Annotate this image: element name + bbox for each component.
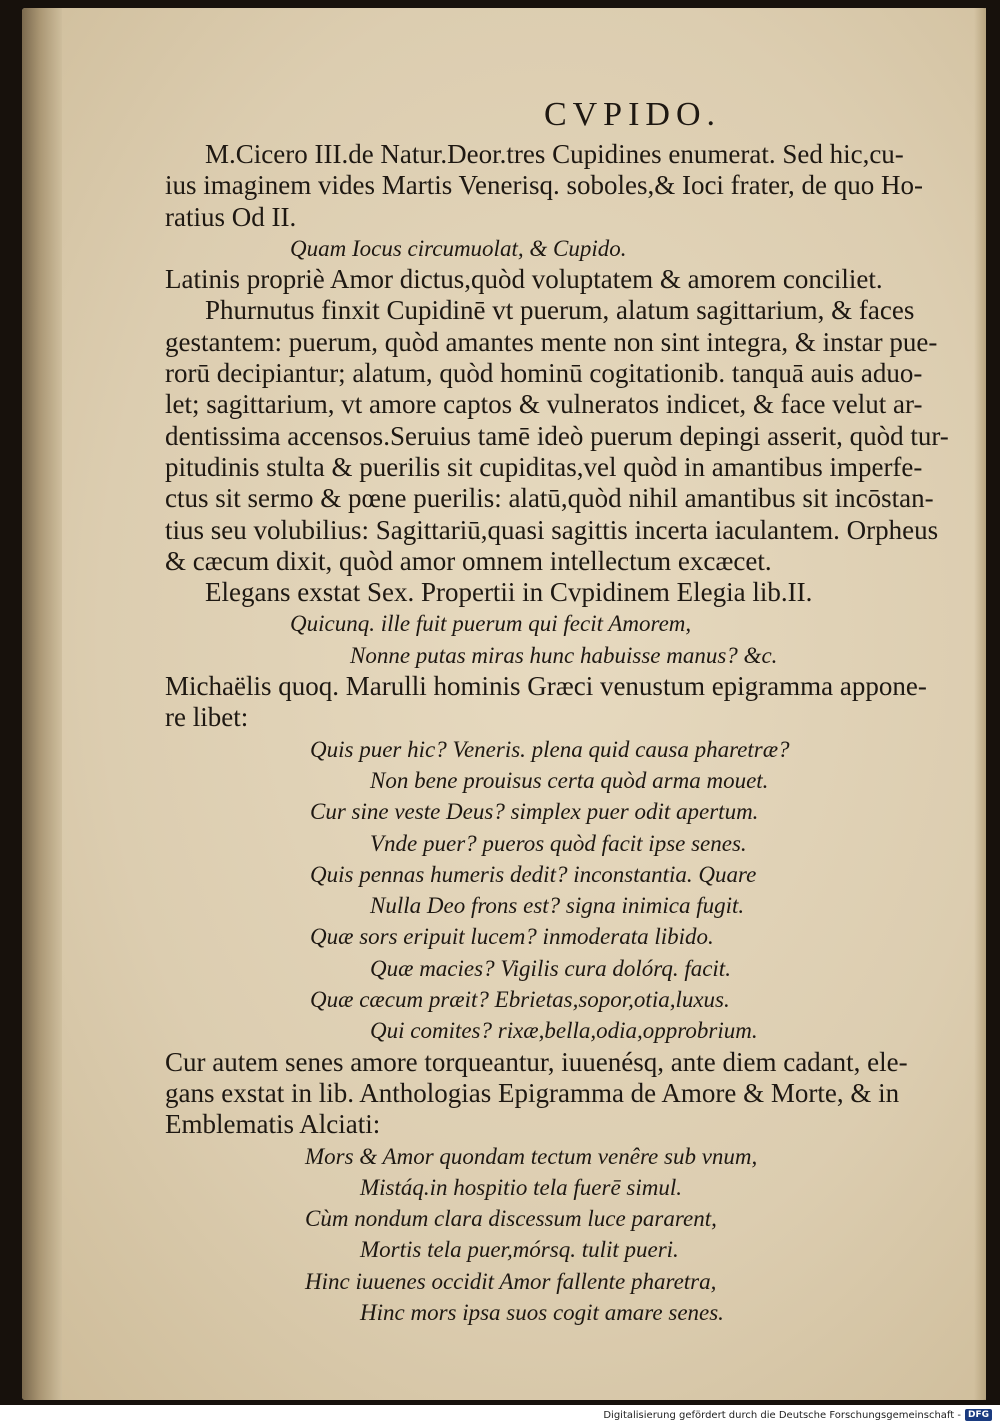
text-line: Elegans exstat Sex. Propertii in Cvpidinem Elegia lib.II. [205, 577, 813, 608]
verse-line: Quis pennas humeris dedit? inconstantia. Quare [310, 861, 757, 887]
text-line: re libet: [165, 702, 249, 733]
text-line: ratius Od II. [165, 201, 297, 232]
verse-line: Quæ sors eripuit lucem? inmoderata libido. [310, 924, 714, 950]
text-line: & cæcum dixit, quòd amor omnem intellectum excæcet. [165, 545, 772, 576]
verse-line: Cur sine veste Deus? simplex puer odit apertum. [310, 799, 759, 825]
text-line: pitudinis stulta & puerilis sit cupiditas,vel quòd in amantibus imperfe- [165, 451, 923, 482]
verse-line: Quæ macies? Vigilis cura dolórq. facit. [370, 955, 731, 981]
text-line: ius imaginem vides Martis Venerisq. soboles,& Ioci frater, de quo Ho- [165, 170, 924, 201]
verse-line: Nulla Deo frons est? signa inimica fugit. [370, 893, 745, 919]
text-line: Michaëlis quoq. Marulli hominis Græci venustum epigramma appone- [165, 671, 927, 702]
verse-line: Cùm nondum clara discessum luce pararent, [305, 1206, 717, 1232]
text-line: ctus sit sermo & pœne puerilis: alatū,quòd nihil amantibus sit incōstan- [165, 483, 934, 514]
text-line: Emblematis Alciati: [165, 1109, 381, 1140]
text-line: Cur autem senes amore torqueantur, iuuenésq, ante diem cadant, ele- [165, 1046, 908, 1077]
text-line: gans exstat in lib. Anthologias Epigramma de Amore & Morte, & in [165, 1077, 900, 1108]
verse-line: Quæ cæcum præit? Ebrietas,sopor,otia,luxus. [310, 987, 730, 1013]
text-line: rorū decipiantur; alatum, quòd hominū cogitationib. tanquā auis aduo- [165, 358, 923, 389]
text-line: tius seu volubilius: Sagittariū,quasi sagittis incerta iaculantem. Orpheus [165, 514, 939, 545]
credit-text: Digitalisierung gefördert durch die Deutsche Forschungsgemeinschaft - [603, 1409, 961, 1421]
verse-line: Qui comites? rixæ,bella,odia,opprobrium. [370, 1018, 758, 1044]
text-line: gestantem: puerum, quòd amantes mente non sint integra, & instar pue- [165, 326, 938, 357]
verse-line: Mors & Amor quondam tectum venêre sub vnum, [305, 1143, 758, 1169]
dfg-logo: DFG [965, 1409, 992, 1421]
verse-line: Vnde puer? pueros quòd facit ipse senes. [370, 830, 747, 856]
text-line: M.Cicero III.de Natur.Deor.tres Cupidines enumerat. Sed hic,cu- [205, 139, 904, 169]
text-line: Phurnutus finxit Cupidinē vt puerum, alatum sagittarium, & faces [205, 295, 915, 326]
verse-line: Mistáq.in hospitio tela fuerē simul. [360, 1174, 682, 1200]
verse-line: Quis puer hic? Veneris. plena quid causa pharetræ? [310, 736, 790, 762]
verse-line: Nonne putas miras hunc habuisse manus? &c. [350, 642, 778, 668]
verse-line: Non bene prouisus certa quòd arma mouet. [370, 767, 769, 793]
verse-line: Hinc iuuenes occidit Amor fallente pharetra, [305, 1268, 717, 1294]
verse-line: Quam Iocus circumuolat, & Cupido. [290, 235, 627, 261]
verse-line: Quicunq. ille fuit puerum qui fecit Amorem, [290, 611, 692, 637]
page-text [165, 93, 980, 1328]
digitization-credit [603, 1409, 992, 1421]
text-line: Latinis propriè Amor dictus,quòd voluptatem & amorem conciliet. [165, 264, 883, 295]
page-title: CVPIDO. [543, 96, 722, 133]
page-gutter-shadow [22, 8, 62, 1400]
text-line: dentissima accensos.Seruius tamē ideò puerum depingi asserit, quòd tur- [165, 420, 949, 451]
text-line: let; sagittarium, vt amore captos & vulneratos indicet, & face velut ar- [165, 389, 923, 420]
verse-line: Hinc mors ipsa suos cogit amare senes. [360, 1299, 724, 1325]
verse-line: Mortis tela puer,mórsq. tulit pueri. [360, 1237, 679, 1263]
